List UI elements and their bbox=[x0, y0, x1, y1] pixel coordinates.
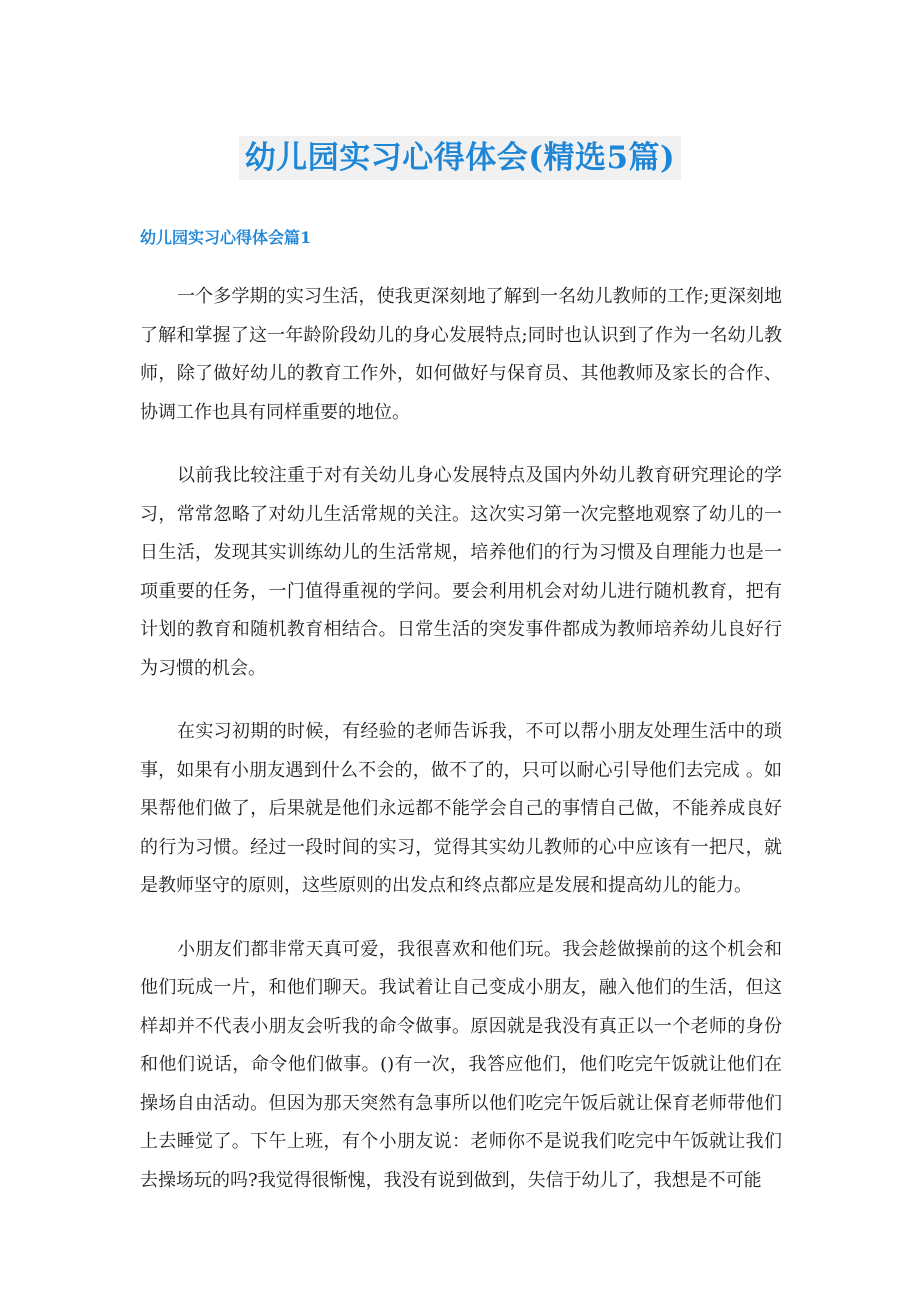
paragraph: 小朋友们都非常天真可爱，我很喜欢和他们玩。我会趁做操前的这个机会和他们玩成一片，和他们聊天。我试着让自己变成小朋友，融入他们的生活，但这样却并不代表小朋友会听我的命令做事。原因就是我没有真正以一个老师的身份和他们说话，命令他们做事。()有一次，我答应他们，他们吃完午饭就让他们在操场自由活动。但因为那天突然有急事所以他们吃完午饭后就让保育老师带他们上去睡觉了。下午上班，有个小朋友说：老师你不是说我们吃完中午饭就让我们去操场玩的吗?我觉得很惭愧，我没有说到做到，失信于幼儿了，我想是不可能 bbox=[140, 938, 782, 1191]
section-heading: 幼儿园实习心得体会篇1 bbox=[140, 228, 312, 247]
document-title: 幼儿园实习心得体会(精选5篇) bbox=[239, 136, 681, 180]
paragraph: 一个多学期的实习生活，使我更深刻地了解到一名幼儿教师的工作;更深刻地了解和掌握了这一年龄阶段幼儿的身心发展特点;同时也认识到了作为一名幼儿教师，除了做好幼儿的教育工作外，如何做好与保育员、其他教师及家长的合作、协调工作也具有同样重要的地位。 bbox=[140, 286, 782, 423]
paragraph: 以前我比较注重于对有关幼儿身心发展特点及国内外幼儿教育研究理论的学习，常常忽略了对幼儿生活常规的关注。这次实习第一次完整地观察了幼儿的一日生活，发现其实训练幼儿的生活常规，培养他们的行为习惯及自理能力也是一项重要的任务，一门值得重视的学问。要会利用机会对幼儿进行随机教育，把有计划的教育和随机教育相结合。日常生活的突发事件都成为教师培养幼儿良好行为习惯的机会。 bbox=[140, 465, 782, 679]
title-container bbox=[0, 136, 920, 180]
body-text bbox=[140, 278, 782, 1225]
paragraph: 在实习初期的时候，有经验的老师告诉我，不可以帮小朋友处理生活中的琐事，如果有小朋友遇到什么不会的，做不了的，只可以耐心引导他们去完成 。如果帮他们做了，后果就是他们永远都不能学会自己的事情自己做，不能养成良好的行为习惯。经过一段时间的实习，觉得其实幼儿教师的心中应该有一把尺，就是教师坚守的原则，这些原则的出发点和终点都应是发展和提高幼儿的能力。 bbox=[140, 721, 782, 896]
